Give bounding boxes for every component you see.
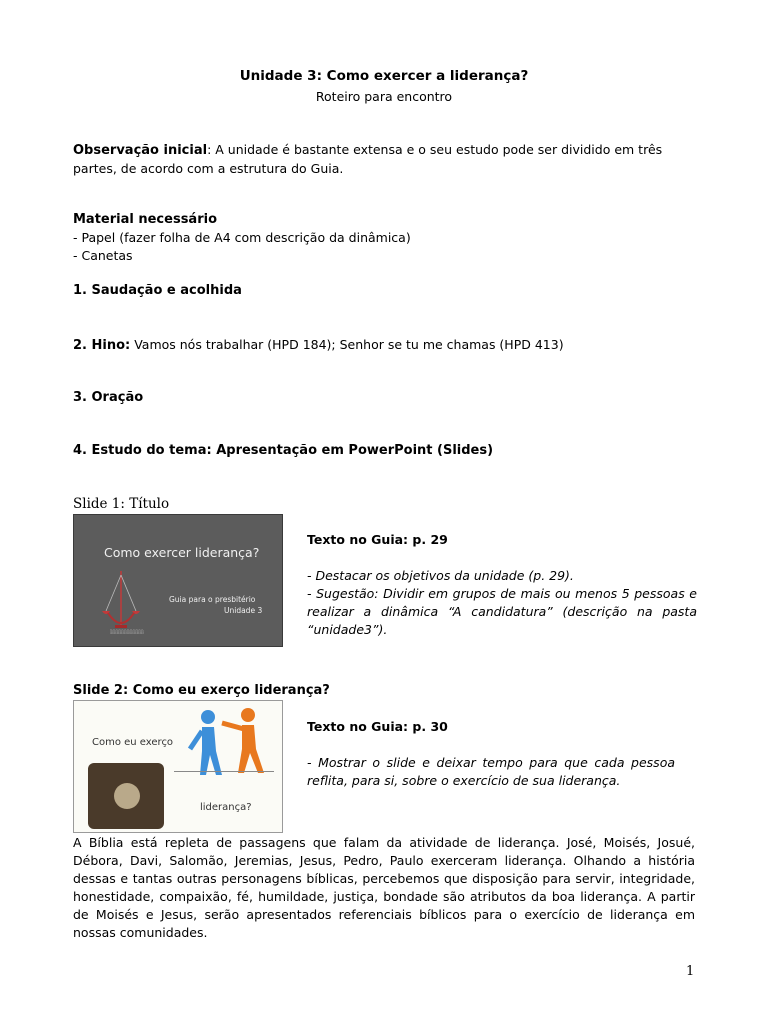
slide2-image-text1: Como eu exerço bbox=[92, 737, 174, 748]
page-number: 1 bbox=[686, 964, 695, 979]
slide1-notes bbox=[307, 567, 697, 639]
document-subtitle: Roteiro para encontro bbox=[315, 89, 453, 104]
hino-label: 2. Hino: bbox=[73, 338, 131, 353]
slide1-note: - Sugestão: Dividir em grupos de mais ou menos 5 pessoas e realizar a dinâmica “A candidatura” (descrição na pasta “unidade3”). bbox=[307, 586, 697, 637]
observacao-paragraph bbox=[73, 141, 695, 178]
section-saudacao: 1. Saudação e acolhida bbox=[73, 283, 242, 298]
section-oracao: 3. Oração bbox=[73, 390, 144, 405]
slide1-image-seal-text: ░░░░░░░░░░░ bbox=[110, 629, 144, 634]
material-item: - Canetas bbox=[73, 248, 133, 263]
slide2-image bbox=[73, 700, 283, 833]
slide1-image-line2: Unidade 3 bbox=[224, 606, 263, 615]
slide1-image bbox=[73, 514, 283, 647]
slide2-note: - Mostrar o slide e deixar tempo para que cada pessoa reflita, para si, sobre o exercício de sua liderança. bbox=[307, 755, 675, 788]
document-title: Unidade 3: Como exercer a liderança? bbox=[239, 68, 529, 84]
body-paragraph: A Bíblia está repleta de passagens que falam da atividade de liderança. José, Moisés, Josué, Débora, Davi, Salomão, Jeremias, Jesus, Pedro, Paulo exerceram liderança. Olhando a história dessas e tantas outras personagens bíblicas, percebemos que disposição para servir, integridade, honestidade, compaixão, fé, humildade, justiça, bondade são atributos da boa liderança. A partir de Moisés e Jesus, serão apresentados referenciais bíblicos para o exercício de liderança em nossas comunidades. bbox=[73, 835, 695, 940]
slide1-image-line1: Guia para o presbitério bbox=[169, 595, 256, 604]
slide2-image-text2: liderança? bbox=[200, 802, 252, 813]
section-estudo: 4. Estudo do tema: Apresentação em PowerPoint (Slides) bbox=[73, 443, 494, 458]
material-section bbox=[73, 211, 695, 265]
section-hino bbox=[73, 336, 695, 355]
slide2-line bbox=[174, 771, 274, 772]
slide1-image-title: Como exercer liderança? bbox=[104, 545, 260, 560]
slide2-guia-ref: Texto no Guia: p. 30 bbox=[307, 719, 448, 734]
hino-text: Vamos nós trabalhar (HPD 184); Senhor se tu me chamas (HPD 413) bbox=[130, 337, 564, 352]
slide1-note: - Destacar os objetivos da unidade (p. 29). bbox=[307, 568, 574, 583]
material-item: - Papel (fazer folha de A4 com descrição da dinâmica) bbox=[73, 230, 411, 245]
observacao-label: Observação inicial bbox=[73, 143, 208, 158]
observacao-text: : A unidade é bastante extensa e o seu estudo pode ser dividido em três partes, de acordo com a estrutura do Guia. bbox=[73, 142, 663, 176]
table-shape bbox=[114, 783, 140, 809]
material-heading: Material necessário bbox=[73, 212, 218, 227]
slide1-guia-ref: Texto no Guia: p. 29 bbox=[307, 532, 448, 547]
slide1-label: Slide 1: Título bbox=[73, 496, 170, 512]
slide2-photo bbox=[88, 763, 164, 829]
slide2-label: Slide 2: Como eu exerço liderança? bbox=[73, 683, 330, 698]
